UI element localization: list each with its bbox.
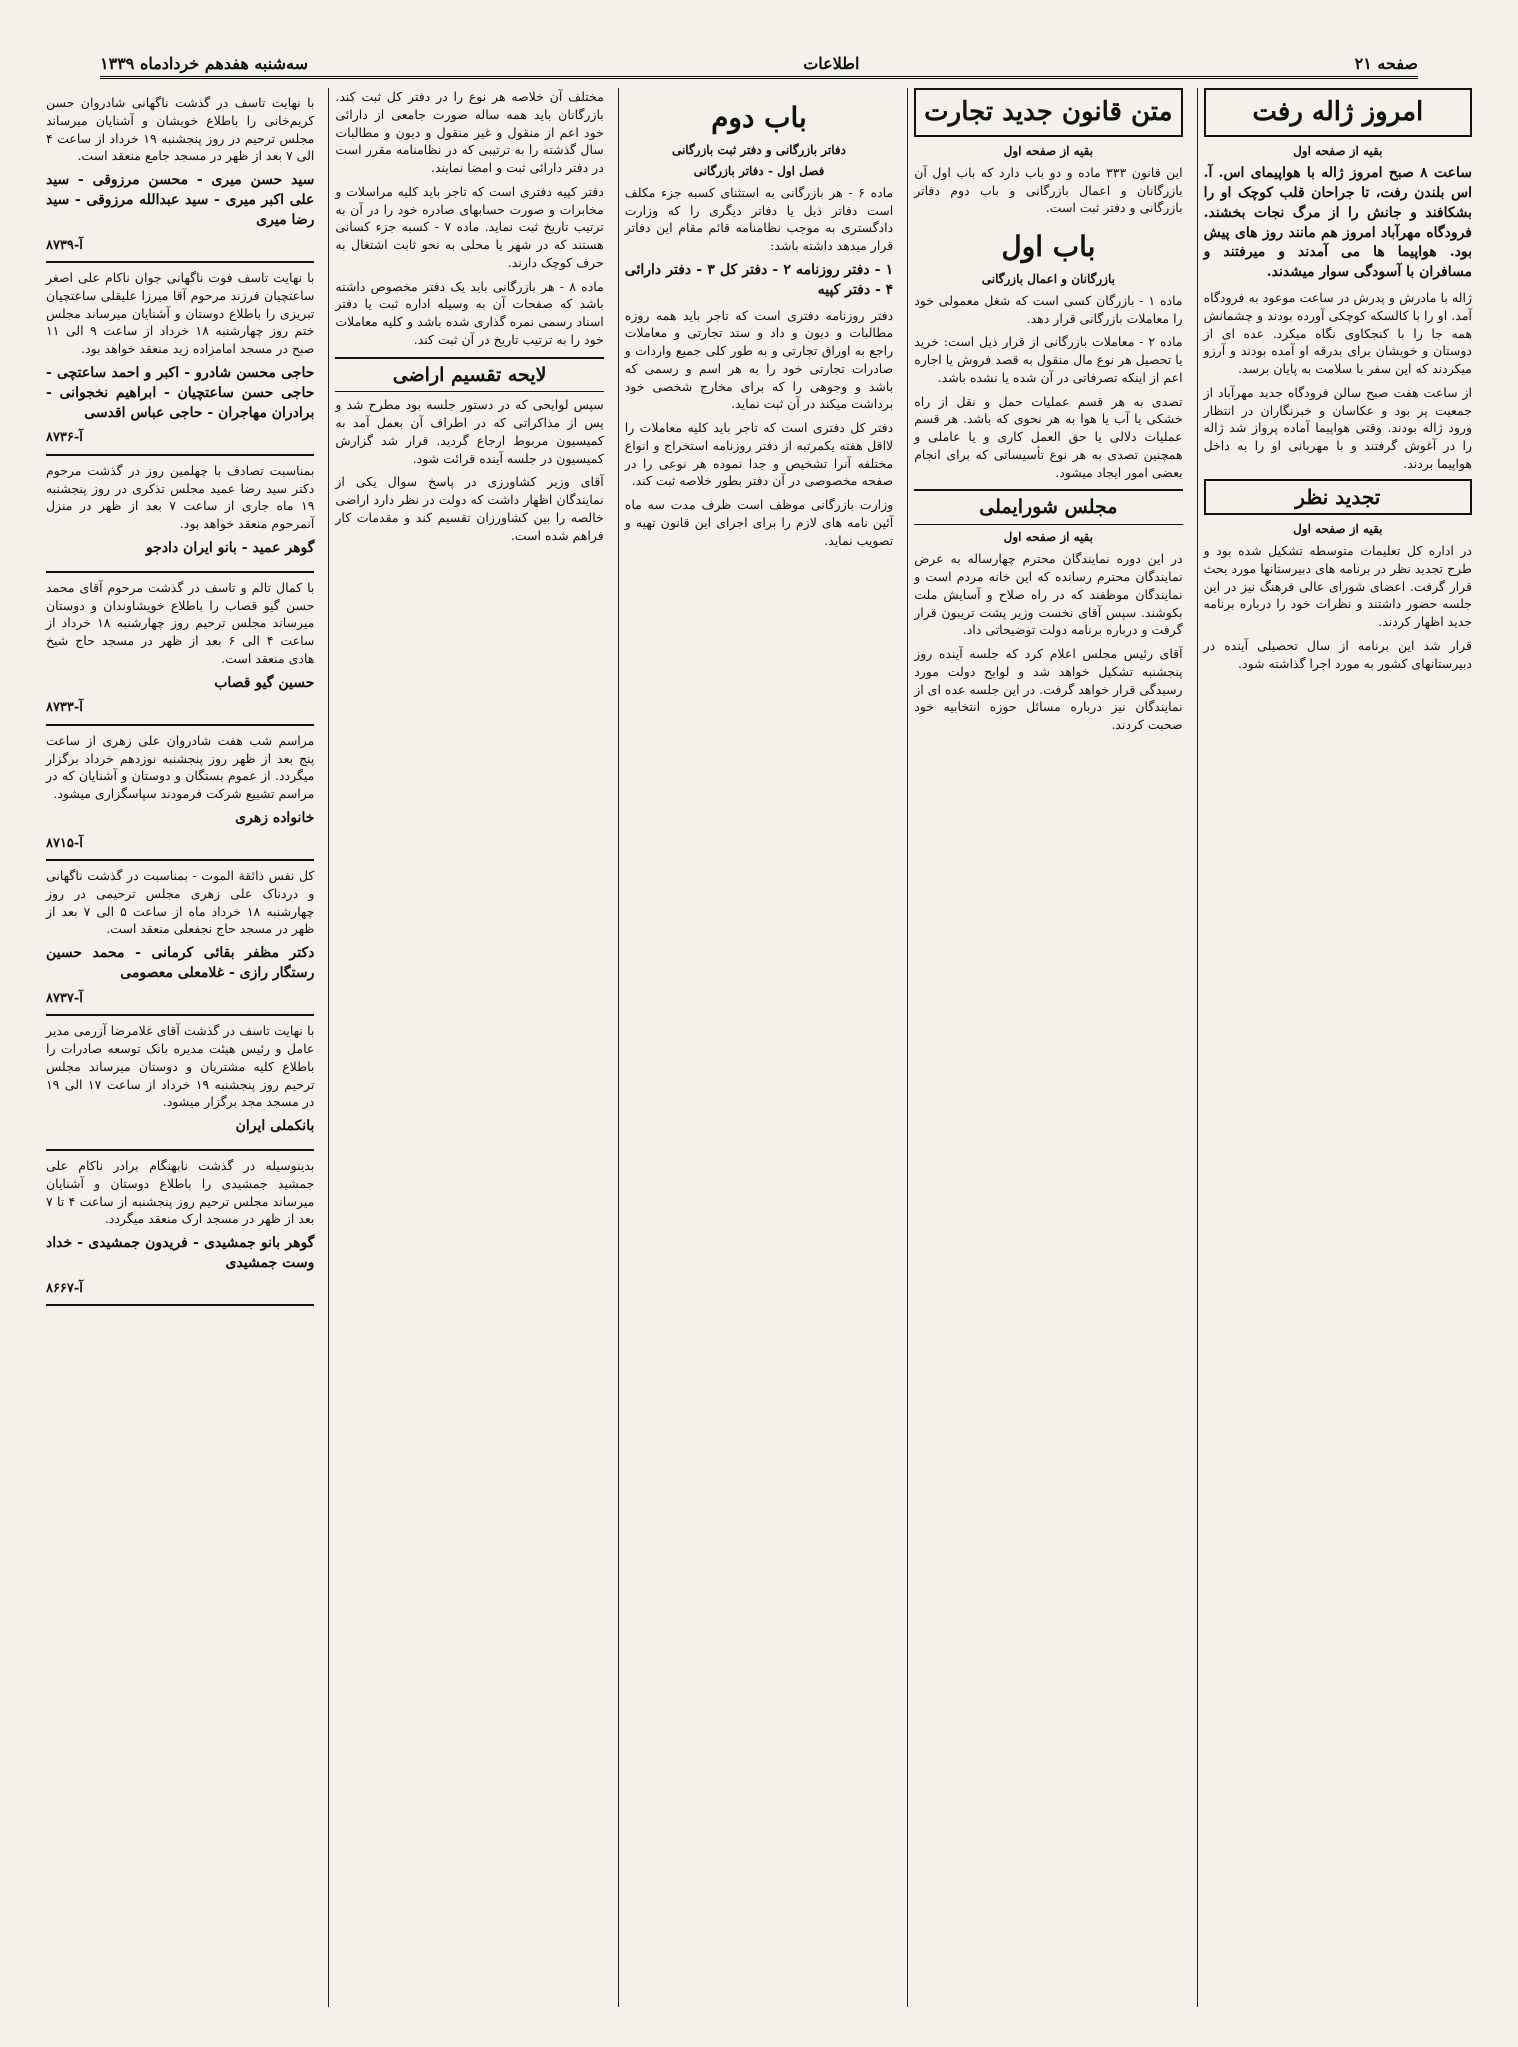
column-5-notices: [40, 88, 320, 2007]
continued-note: بقیه از صفحه اول: [1293, 143, 1383, 158]
books-list: ۱ - دفتر روزنامه ۲ - دفتر کل ۳ - دفتر دارائی ۴ - دفتر کپیه: [624, 261, 894, 298]
body-paragraph: از ساعت هفت صبح سالن فرودگاه جدید مهرآباد از جمعیت پر بود و عکاسان و خبرنگاران در انتظار ورود ژاله بودند. وقتی هواپیما آماده پرواز شد ژاله را در آغوش گرفتند و با مهربانی او را به داخل هواپیما بردند.: [1203, 384, 1472, 471]
article: ماده ۲ - معاملات بازرگانی از قرار ذیل است: خرید یا تحصیل هر نوع مال منقول به قصد فروش یا اجاره اعم از اینکه تصرفاتی در آن شده یا نشده باشد.: [914, 334, 1183, 385]
notice-text: بمناسبت تصادف با چهلمین روز در گذشت مرحوم دکتر سید رضا عمید مجلس تذکری در روز پنجشنبه ۱۹ ماه جاری از ساعت ۷ بعد از ظهر در منزل آنمرحوم منعقد خواهد بود.: [45, 462, 315, 532]
body-paragraph: این قانون ۳۳۳ ماده و دو باب دارد که باب اول آن بازرگانان و اعمال بازرگانی و باب دوم دفاتر بازرگانی و دفتر ثبت است.: [914, 164, 1183, 216]
notice-text: کل نفس ذائقة الموت - بمناسبت در گذشت ناگهانی و دردناک علی زهری مجلس ترحیمی در روز چهارشنبه ۱۸ خرداد ماه از ساعت ۵ الی ۷ بعد از ظهر در مسجد حاج نجفعلی منعقد است.: [45, 868, 315, 937]
notice-names: گوهر بانو جمشیدی - فریدون جمشیدی - خداد وست جمشیدی: [45, 1235, 315, 1271]
notice-text: با کمال تالم و تاسف در گذشت مرحوم آقای محمد حسن گیو قصاب را باطلاع خویشاوندان و دوستان میرساند مجلس ترحیم روز چهارشنبه ۱۸ خرداد از ساعت ۴ الی ۶ بعد از ظهر در مسجد حاج شیخ هادی منعقد است.: [45, 579, 315, 666]
notice-item: [46, 726, 314, 861]
headline-jaleh: امروز ژاله رفت: [1204, 88, 1472, 137]
notice-names: خانواده زهری: [235, 809, 315, 826]
section-subtitle: بازرگانان و اعمال بازرگانی: [981, 271, 1115, 286]
notice-item: [46, 1151, 314, 1306]
body-paragraph: دفتر کپیه دفتری است که تاجر باید کلیه مراسلات و مخابرات و صورت حسابهای صادره خود را در آن به ترتیب تاریخ ثبت نماید. ماده ۷ - کسبه جزء کسانی هستند که در شهر یا محلی به نحو ثابت اشتغال به حرف کوچک دارند.: [335, 183, 604, 270]
column-2: [907, 88, 1188, 2007]
continued-note: بقیه از صفحه اول: [1293, 522, 1383, 537]
notice-code: آ-۸۷۳۶: [45, 430, 83, 446]
notice-names: حاجی محسن شادرو - اکبر و احمد ساعتچی - حاجی حسن ساعتچیان - ابراهیم نخجوانی - برادران مهاجران - حاجی عباس اقدسی: [45, 364, 315, 421]
notice-item: [46, 456, 314, 573]
page-number: صفحه ۲۱: [1354, 53, 1418, 73]
body-paragraph: در این دوره نمایندگان محترم چهارساله به عرض نمایندگان محترم رسانده که این خانه مردم است و نمایندگان موظفند که در راه صلاح و آسایش ملت بکوشند. سپس آقای نخست وزیر پشت تریبون قرار گرفت و درباره برنامه دولت توضیحاتی داد.: [914, 551, 1183, 638]
notice-text: با نهایت تاسف در گذشت آقای غلامرضا آزرمی مدیر عامل و رئیس هیئت مدیره بانک توسعه صادرات را باطلاع کلیه مشتریان و دوستان میرساند مجلس ترحیم روز پنجشنبه ۱۹ خرداد از ساعت ۱۷ الی ۱۹ در مسجد مجد برگزار میشود.: [45, 1023, 315, 1110]
notice-names: دکتر مظفر بقائی کرمانی - محمد حسین رستگار رازی - غلامعلی معصومی: [45, 945, 315, 982]
column-3: [618, 88, 899, 2007]
notice-code: آ-۸۶۶۷: [45, 1280, 83, 1296]
body-paragraph: آقای وزیر کشاورزی در پاسخ سوال یکی از نمایندگان اظهار داشت که دولت در نظر دارد اراضی خالصه را بین کشاورزان تقسیم کند و مقدمات کار فراهم شده است.: [335, 474, 604, 543]
notice-code: آ-۸۷۱۵: [45, 835, 83, 851]
body-paragraph: سپس لوایحی که در دستور جلسه بود مطرح شد و پس از مذاکراتی که در اطراف آن بعمل آمد به کمیسیون مربوط ارجاع گردید. قرار شد گزارش کمیسیون در جلسه آینده قرائت شود.: [335, 397, 604, 466]
notice-text: با نهایت تاسف فوت ناگهانی جوان ناکام علی اصغر ساعتچیان فرزند مرحوم آقا میرزا علیقلی ساعتچیان تبریزی را باطلاع دوستان و آشنایان میرساند مجلس ختم روز چهارشنبه ۱۸ خرداد از ساعت ۹ الی ۱۱ صبح در مسجد امامزاده زید منعقد خواهد بود.: [45, 270, 315, 357]
body-paragraph: ژاله با مادرش و پدرش در ساعت موعود به فرودگاه آمد. او را با کالسکه کوچکی آورده بودند و چشمانش همه جا را با کنجکاوی نگاه میکرد. عده ای از دوستان و خویشان برای بدرقه او آمده بودند و آرزو میکردند که این سفر با سلامت به پایان برسد.: [1203, 290, 1472, 377]
body-paragraph: در اداره کل تعلیمات متوسطه تشکیل شده بود و طرح تجدید نظر در برنامه های دبیرستانها مورد بحث قرار گرفت. اعضای شورای عالی فرهنگ نیز در این جلسه حضور داشتند و نظرات خود را درباره برنامه جدید اظهار کردند.: [1203, 543, 1472, 630]
notice-item: [46, 861, 314, 1016]
headline-trade-law: متن قانون جدید تجارت: [914, 88, 1182, 137]
notice-text: با نهایت تاسف در گذشت ناگهانی شادروان حسن کریم‌خانی را باطلاع خویشان و آشنایان میرساند مجلس ترحیم در روز پنجشنبه ۱۹ خرداد از ساعت ۴ الی ۷ بعد از ظهر در مسجد جامع منعقد است.: [45, 95, 315, 164]
body-paragraph: دفتر کل دفتری است که تاجر باید کلیه معاملات را لااقل هفته یکمرتبه از دفتر روزنامه استخراج و انواع مختلفه آنرا تشخیص و جدا نموده هر نوعی را در صفحه مخصوصی در آن دفتر بطور خلاصه ثبت کند.: [624, 420, 894, 489]
notice-item: [46, 1016, 314, 1151]
notice-item: [46, 263, 314, 456]
notice-names: گوهر عمید - بانو ایران دادجو: [145, 539, 315, 556]
lead-paragraph: ساعت ۸ صبح امروز ژاله با هواپیمای اس. آ. اس بلندن رفت، تا جراحان قلب کوچک او را بشکافند و جانش را از مرگ نجات بخشند. فرودگاه مهرآباد امروز هم مانند روز های پیش بود. هواپیما ها می آمدند و میرفتند و مسافران با آسودگی سوار میشدند.: [1203, 164, 1472, 281]
issue-date: سه‌شنبه هفدهم خردادماه ۱۳۳۹: [100, 53, 308, 73]
newspaper-page: [40, 88, 1478, 2007]
notice-names: بانکملی ایران: [235, 1118, 315, 1135]
section-title: باب دوم: [711, 101, 807, 134]
column-4: [328, 88, 609, 2007]
article: ماده ۱ - بازرگان کسی است که شغل معمولی خود را معاملات بازرگانی قرار دهد.: [914, 292, 1183, 326]
headline-parliament: مجلس شورایملی: [914, 489, 1182, 525]
masthead: [100, 50, 1418, 79]
body-paragraph: ماده ۸ - هر بازرگانی باید یک دفتر مخصوص داشته باشد که صفحات آن به وسیله اداره ثبت یا دفتر اسناد رسمی نمره گذاری شده باشد و کلیه معاملات خود را به ترتیب تاریخ در آن ثبت کند.: [335, 278, 604, 347]
body-paragraph: وزارت بازرگانی موظف است ظرف مدت سه ماه آئین نامه های لازم را برای اجرای این قانون تهیه و تصویب نماید.: [624, 497, 894, 548]
notice-code: آ-۸۷۳۷: [45, 990, 83, 1006]
body-paragraph: دفتر روزنامه دفتری است که تاجر باید همه روزه مطالبات و دیون و داد و ستد تجارتی و معاملات راجع به اوراق تجارتی و به طور کلی جمیع واردات و صادرات تجارتی خود را به هر اسم و رسمی که باشد و وجوهی را که برای مخارج شخصی خود برداشت میکند در آن ثبت نماید.: [624, 307, 894, 412]
notice-item: [46, 573, 314, 726]
section-subtitle: دفاتر بازرگانی و دفتر ثبت بازرگانی: [671, 142, 846, 157]
notice-code: آ-۸۷۳۹: [45, 237, 83, 253]
notice-text: بدینوسیله در گذشت نابهنگام برادر ناکام علی جمشید جمشیدی را باطلاع دوستان و آشنایان میرساند مجلس ترحیم روز پنجشنبه از ساعت ۴ تا ۷ بعد از ظهر در مسجد ارک منعقد میگردد.: [45, 1158, 315, 1227]
body-paragraph: قرار شد این برنامه از سال تحصیلی آینده در دبیرستانهای کشور به مورد اجرا گذاشته شود.: [1203, 637, 1472, 671]
continued-note: بقیه از صفحه اول: [1003, 143, 1094, 158]
headline-review: تجدید نظر: [1204, 479, 1472, 515]
section-title: باب اول: [1001, 230, 1096, 264]
body-paragraph: آقای رئیس مجلس اعلام کرد که جلسه آینده روز پنجشنبه تشکیل خواهد شد و لوایح دولت مورد رسیدگی قرار خواهد گرفت. در این جلسه عده ای از نمایندگان نیز درباره مسائل حوزه انتخابیه خود صحبت کردند.: [914, 646, 1183, 733]
notice-code: آ-۸۷۳۳: [45, 700, 83, 716]
article: ماده ۶ - هر بازرگانی به استثنای کسبه جزء مکلف است دفاتر ذیل یا دفاتر دیگری را که وزارت دادگستری به موجب نظامنامه قائم مقام این دفاتر قرار میدهد داشته باشد:: [624, 184, 894, 254]
article: تصدی به هر قسم عملیات حمل و نقل از راه خشکی یا آب یا هوا به هر نحوی که باشد. هر قسم عملیات دلالی یا حق العمل کاری و یا عاملی و همچنین تصدی به هر نوع تأسیساتی که برای انجام بعضی امور ایجاد میشود.: [914, 393, 1183, 480]
subhead-land-bill: لایحه تقسیم اراضی: [335, 357, 603, 393]
body-paragraph: مختلف آن خلاصه هر نوع را در دفتر کل ثبت کند. بازرگانان باید همه ساله صورت جامعی از دارائی خود اعم از منقول و غیر منقول و دیون و مطالبات سال گذشته را به ترتیبی که در نظامنامه مقرر است در دفتر دارائی ثبت و امضا نمایند.: [335, 89, 604, 175]
continued-note: بقیه از صفحه اول: [1003, 530, 1094, 545]
part-title: فصل اول - دفاتر بازرگانی: [693, 163, 825, 178]
paper-name: اطلاعات: [803, 53, 860, 73]
notice-text: مراسم شب هفت شادروان علی زهری از ساعت پنج بعد از ظهر روز پنجشنبه نوزدهم خرداد برگزار میگردد. از عموم بستگان و دوستان و آشنایان که در مراسم تشییع شرکت فرمودند سپاسگزاری میشود.: [45, 732, 315, 802]
column-1: [1197, 88, 1478, 2007]
notice-item: [46, 88, 314, 263]
notice-names: سید حسن میری - محسن مرزوقی - سید علی اکبر میری - سید عبدالله مرزوقی - سید رضا میری: [45, 172, 315, 228]
notice-names: حسین گیو قصاب: [214, 674, 315, 691]
